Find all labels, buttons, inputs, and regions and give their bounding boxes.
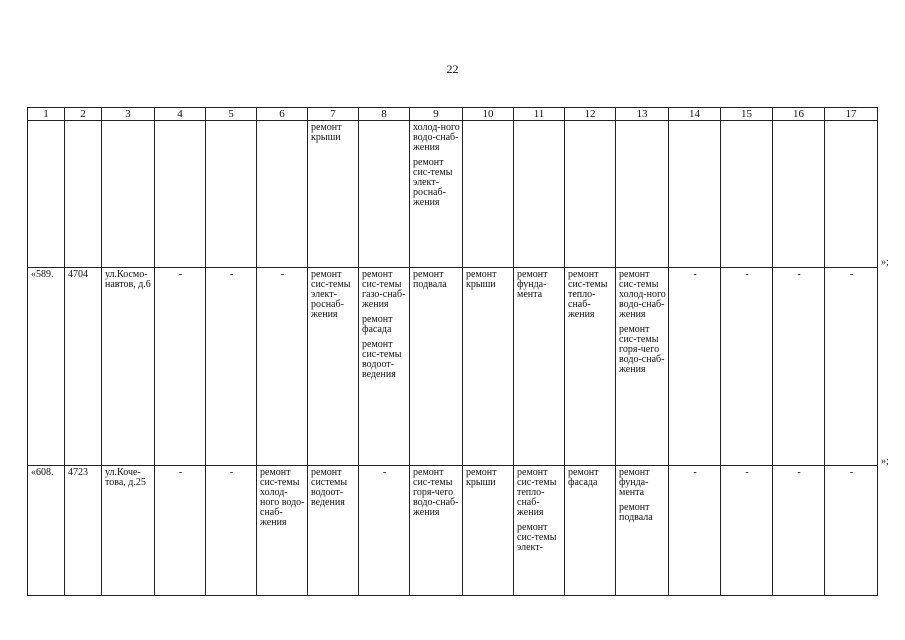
column-number-row: [28, 108, 878, 121]
column-number: 15: [721, 108, 773, 121]
table-cell: [721, 268, 773, 466]
cell-text: ремонт сис-темы элект-роснаб-жения: [311, 269, 351, 320]
table-cell: [565, 268, 616, 466]
cell-text: -: [849, 269, 854, 280]
table-cell: [102, 121, 155, 268]
cell-text: ремонт сис-темы элект-роснаб-жения: [413, 157, 453, 208]
cell-text: «589.: [31, 269, 54, 280]
cell-text: ремонт фунда-мента: [619, 467, 650, 498]
table-cell: [359, 466, 410, 596]
table-cell: [155, 121, 206, 268]
table-cell: [257, 121, 308, 268]
table-cell: [308, 466, 359, 596]
cell-text: ремонт подвала: [619, 502, 653, 523]
cell-text: ремонт фасада: [568, 467, 599, 488]
table-cell: [308, 268, 359, 466]
table-cell: [359, 268, 410, 466]
table-cell: [616, 121, 669, 268]
cell-text: -: [745, 467, 749, 478]
cell-text: ремонт сис-темы водоот-ведения: [362, 339, 402, 380]
column-number: 1: [28, 108, 65, 121]
table-cell: [514, 268, 565, 466]
cell-text: -: [280, 269, 285, 280]
table-cell: [155, 466, 206, 596]
table-row: [28, 268, 878, 466]
cell-text: ремонт сис-темы горя-чего водо-снаб-жения: [619, 324, 665, 375]
column-number: 8: [359, 108, 410, 121]
table-cell: [28, 466, 65, 596]
column-number: 13: [616, 108, 669, 121]
column-number: 16: [773, 108, 825, 121]
table-cell: [825, 466, 878, 596]
table-cell: [514, 466, 565, 596]
table-cell: [102, 268, 155, 466]
column-number: 2: [65, 108, 102, 121]
column-number: 3: [102, 108, 155, 121]
column-number: 11: [514, 108, 565, 121]
table-cell: [410, 121, 463, 268]
table-cell: [206, 121, 257, 268]
table-cell: [257, 268, 308, 466]
table-cell: [257, 466, 308, 596]
column-number: 7: [308, 108, 359, 121]
table-cell: [206, 268, 257, 466]
cell-text: ремонт сис-темы холод-ного водо-снаб-жения: [260, 467, 305, 528]
cell-text: ремонт сис-темы тепло-снаб-жения: [568, 269, 608, 320]
cell-text: -: [229, 467, 234, 478]
table-cell: [773, 268, 825, 466]
cell-text: ремонт сис-темы газо-снаб-жения: [362, 269, 406, 310]
cell-text: -: [849, 467, 854, 478]
table-cell: [206, 466, 257, 596]
column-number: 17: [825, 108, 878, 121]
table-cell: [463, 268, 514, 466]
cell-text: -: [382, 467, 387, 478]
cell-text: ремонт сис-темы холод-ного водо-снаб-жения: [619, 269, 666, 320]
table-cell: [410, 466, 463, 596]
repair-table: [27, 107, 878, 596]
table-cell: [514, 121, 565, 268]
column-number: 9: [410, 108, 463, 121]
table-cell: [463, 466, 514, 596]
cell-text: ремонт фасада: [362, 314, 393, 335]
column-number: 6: [257, 108, 308, 121]
cell-text: ул.Коче-това, д.25: [105, 467, 146, 488]
cell-text: -: [797, 467, 801, 478]
cell-text: ул.Космо-навтов, д.6: [105, 269, 151, 290]
cell-text: -: [693, 467, 697, 478]
cell-text: ремонт крыши: [311, 122, 342, 143]
table-cell: [721, 121, 773, 268]
table-cell: [565, 466, 616, 596]
cell-text: ремонт системы водоот-ведения: [311, 467, 348, 508]
row-tail-mark: »;: [881, 257, 889, 268]
cell-text: 4704: [68, 269, 88, 280]
cell-text: -: [229, 269, 234, 280]
table-cell: [825, 268, 878, 466]
cell-text: -: [693, 269, 697, 280]
table-cell: [669, 268, 721, 466]
cell-text: -: [178, 269, 183, 280]
table-cell: [359, 121, 410, 268]
column-number: 4: [155, 108, 206, 121]
cell-text: ремонт крыши: [466, 269, 497, 290]
table-cell: [410, 268, 463, 466]
row-tail-mark: »;: [881, 456, 889, 467]
cell-text: ремонт подвала: [413, 269, 447, 290]
cell-text: ремонт крыши: [466, 467, 497, 488]
cell-text: ремонт сис-темы тепло-снаб-жения: [517, 467, 557, 518]
cell-text: -: [178, 467, 183, 478]
table-cell: [28, 268, 65, 466]
table-cell: [773, 121, 825, 268]
table-cell: [308, 121, 359, 268]
cell-text: холод-ного водо-снаб-жения: [413, 122, 460, 153]
table-cell: [721, 466, 773, 596]
cell-text: 4723: [68, 467, 88, 478]
cell-text: ремонт фунда-мента: [517, 269, 548, 300]
table-cell: [65, 466, 102, 596]
table-cell: [773, 466, 825, 596]
cell-text: ремонт сис-темы горя-чего водо-снаб-жения: [413, 467, 459, 518]
page-number: 22: [446, 62, 459, 76]
table-cell: [565, 121, 616, 268]
cell-text: -: [797, 269, 801, 280]
table-cell: [28, 121, 65, 268]
table-cell: [102, 466, 155, 596]
table-cell: [65, 121, 102, 268]
column-number: 5: [206, 108, 257, 121]
column-number: 14: [669, 108, 721, 121]
cell-text: ремонт сис-темы элект-: [517, 522, 557, 553]
cell-text: -: [745, 269, 749, 280]
column-number: 12: [565, 108, 616, 121]
table-cell: [669, 466, 721, 596]
table-cell: [669, 121, 721, 268]
table-cell: [616, 268, 669, 466]
cell-text: «608.: [31, 467, 54, 478]
table-cell: [825, 121, 878, 268]
table-cell: [463, 121, 514, 268]
column-number: 10: [463, 108, 514, 121]
table-cell: [65, 268, 102, 466]
table-row: [28, 121, 878, 268]
table-cell: [616, 466, 669, 596]
table-row: [28, 466, 878, 596]
table-cell: [155, 268, 206, 466]
